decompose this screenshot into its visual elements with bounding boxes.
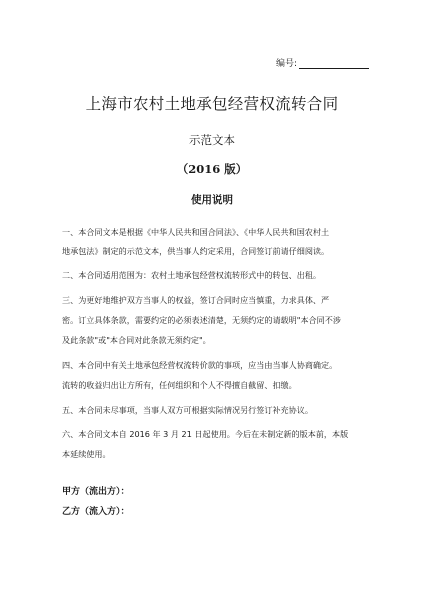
instruction-line: 地承包法》制定的示范文本，供当事人约定采用，合同签订前请仔细阅读。	[62, 246, 330, 256]
instruction-line: 四、本合同中有关土地承包经营权流转价款的事项，应当由当事人协商确定。	[62, 360, 338, 370]
instructions-heading: 使用说明	[191, 194, 233, 206]
instruction-line: 三、为更好地维护双方当事人的权益，签订合同时应当慎重，力求具体、严	[62, 295, 330, 305]
party-a-label: 甲方（流出方）：	[62, 487, 130, 497]
instruction-line: 本延续使用。	[62, 449, 111, 459]
contract-title: 上海市农村土地承包经营权流转合同	[85, 95, 339, 113]
contract-edition: （2016 版）	[176, 162, 248, 176]
instruction-line: 五、本合同未尽事项，当事人双方可根据实际情况另行签订补充协议。	[62, 405, 313, 415]
instruction-line: 密。订立具体条款，需要约定的必须表述清楚，无须约定的请载明"本合同不涉	[62, 315, 341, 325]
instruction-line: 及此条款"或"本合同对此条款无须约定"。	[62, 335, 211, 345]
instruction-line: 一、本合同文本是根据《中华人民共和国合同法》、《中华人民共和国农村土	[62, 227, 330, 237]
instruction-line: 二、本合同适用范围为：农村土地承包经营权流转形式中的转包、出租。	[62, 270, 322, 280]
instruction-line: 六、本合同文本自 2016 年 3 月 21 日起使用。今后在未制定新的版本前，本版	[62, 429, 349, 439]
contract-number-blank	[299, 58, 369, 69]
instruction-line: 流转的收益归出让方所有，任何组织和个人不得擅自截留、扣缴。	[62, 380, 297, 390]
contract-number-label: 编号:	[276, 59, 298, 69]
party-b-label: 乙方（流入方）：	[62, 507, 130, 517]
contract-number-field	[276, 56, 369, 69]
contract-subtitle: 示范文本	[189, 133, 235, 147]
